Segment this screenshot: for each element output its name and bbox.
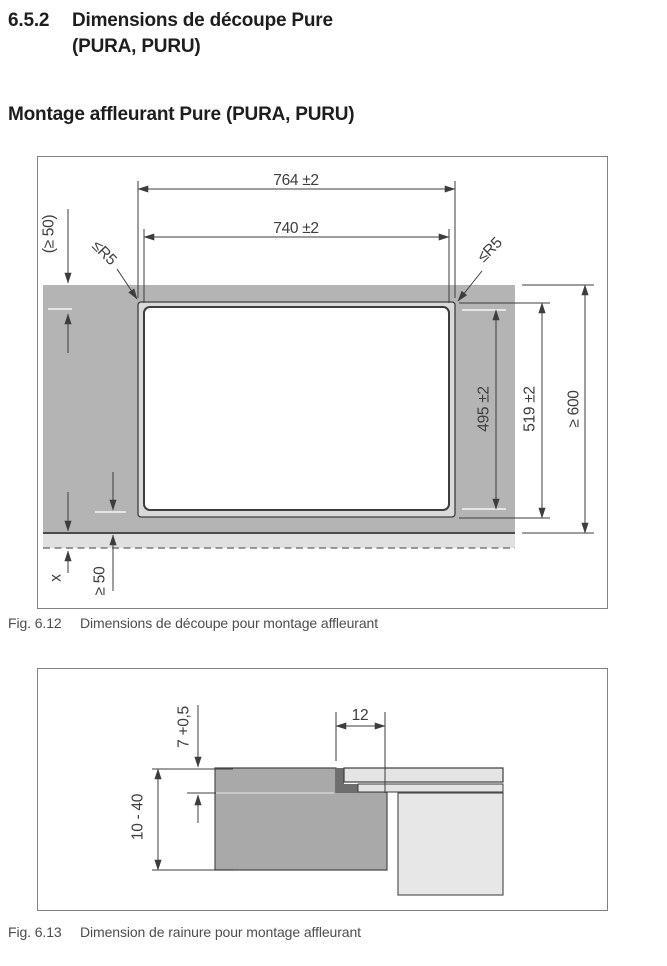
worktop-cross-section [215, 768, 387, 870]
appliance-body [398, 793, 503, 895]
front-edge-strip [43, 533, 515, 548]
cutout-drawing [38, 157, 604, 605]
cooktop-bottom-frame [358, 784, 503, 792]
dim-inner-height-label: 495 ±2 [475, 386, 493, 432]
section-title-line1: Dimensions de découpe Pure [72, 10, 333, 31]
dim-corner-radius-left-label: ≤R5 [88, 237, 120, 269]
section-title [72, 8, 333, 60]
figure-6-12-caption-text: Dimensions de découpe pour montage affleurant [80, 615, 378, 631]
cutout-opening [144, 307, 449, 510]
section-title-line2: (PURA, PURU) [72, 36, 201, 57]
figure-6-13-caption-label: Fig. 6.13 [8, 924, 62, 940]
figure-6-12-caption [8, 615, 378, 631]
figure-6-13 [37, 668, 608, 911]
dim-front-edge-label: x [47, 574, 65, 582]
dim-worktop-thickness-label: 10 - 40 [129, 793, 147, 841]
section-number: 6.5.2 [8, 10, 50, 31]
dim-groove-width-label: 12 [351, 707, 369, 724]
dim-rear-clearance-label: (≥ 50) [40, 214, 58, 254]
dim-groove-depth-label: 7 +0,5 [175, 706, 193, 748]
dim-corner-radius-right-label: ≤R5 [474, 234, 506, 266]
cooktop-glass-panel [344, 768, 503, 782]
dim-inner-width-label: 740 ±2 [273, 220, 319, 237]
figure-6-13-caption-text: Dimension de rainure pour montage affleurant [80, 924, 361, 940]
figure-6-12-caption-label: Fig. 6.12 [8, 615, 62, 631]
dim-min-depth-label: ≥ 600 [565, 390, 583, 428]
dim-outer-width-label: 764 ±2 [273, 172, 319, 189]
section-heading [8, 8, 333, 60]
figure-6-12 [37, 156, 608, 609]
figure-6-13-caption [8, 924, 361, 940]
dim-front-clearance-label: ≥ 50 [91, 566, 109, 596]
subheading: Montage affleurant Pure (PURA, PURU) [8, 104, 355, 125]
groove-drawing [38, 669, 604, 907]
dim-outer-height-label: 519 ±2 [521, 386, 539, 432]
